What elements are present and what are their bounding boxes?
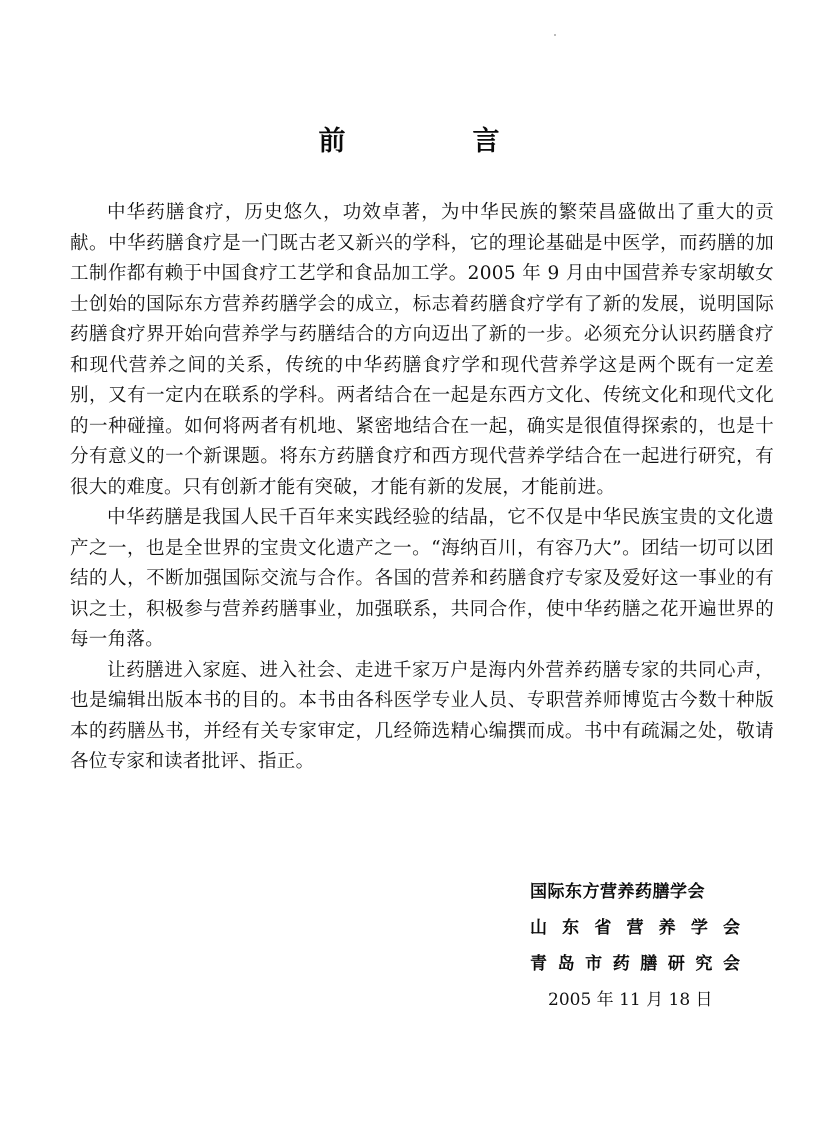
signature-date: 2005 年 11 月 18 日	[548, 990, 713, 1010]
preface-body	[70, 198, 774, 778]
signature-block	[530, 874, 740, 1018]
paragraph-3: 让药膳进入家庭、进入社会、走进千家万户是海内外营养药膳专家的共同心声，也是编辑出版本书的目的。本书由各科医学专业人员、专职营养师博览古今数十种版本的药膳丛书，并经有关专家审定，几经筛选精心编撰而成。书中有疏漏之处，敬请各位专家和读者批评、指正。	[70, 659, 774, 772]
paragraph-1: 中华药膳食疗，历史悠久，功效卓著，为中华民族的繁荣昌盛做出了重大的贡献。中华药膳食疗是一门既古老又新兴的学科，它的理论基础是中医学，而药膳的加工制作都有赖于中国食疗工艺学和食品加工学。2005 年 9 月由中国营养专家胡敏女士创始的国际东方营养药膳学会的成立，标志着药膳食疗学有了新的发展，说明国际药膳食疗界开始向营养学与药膳结合的方向迈出了新的一步。必须充分认识药膳食疗和现代营养之间的关系，传统的中华药膳食疗学和现代营养学这是两个既有一定差别，又有一定内在联系的学科。两者结合在一起是东西方文化、传统文化和现代文化的一种碰撞。如何将两者有机地、紧密地结合在一起，确实是很值得探索的，也是十分有意义的一个新课题。将东方药膳食疗和西方现代营养学结合在一起进行研究，有很大的难度。只有创新才能有突破，才能有新的发展，才能前进。	[70, 202, 774, 498]
signature-org-international: 国际东方营养药膳学会	[530, 882, 705, 902]
signature-org-qingdao: 青岛市药膳研究会	[530, 954, 740, 974]
signature-org-shandong: 山东省营养学会	[530, 918, 740, 938]
scan-speck	[554, 34, 556, 36]
page-title: 前 言	[318, 126, 550, 157]
paragraph-2: 中华药膳是我国人民千百年来实践经验的结晶，它不仅是中华民族宝贵的文化遗产之一，也是全世界的宝贵文化遗产之一。“海纳百川，有容乃大”。团结一切可以团结的人，不断加强国际交流与合作。各国的营养和药膳食疗专家及爱好这一事业的有识之士，积极参与营养药膳事业，加强联系，共同合作，使中华药膳之花开遍世界的每一角落。	[70, 507, 774, 650]
